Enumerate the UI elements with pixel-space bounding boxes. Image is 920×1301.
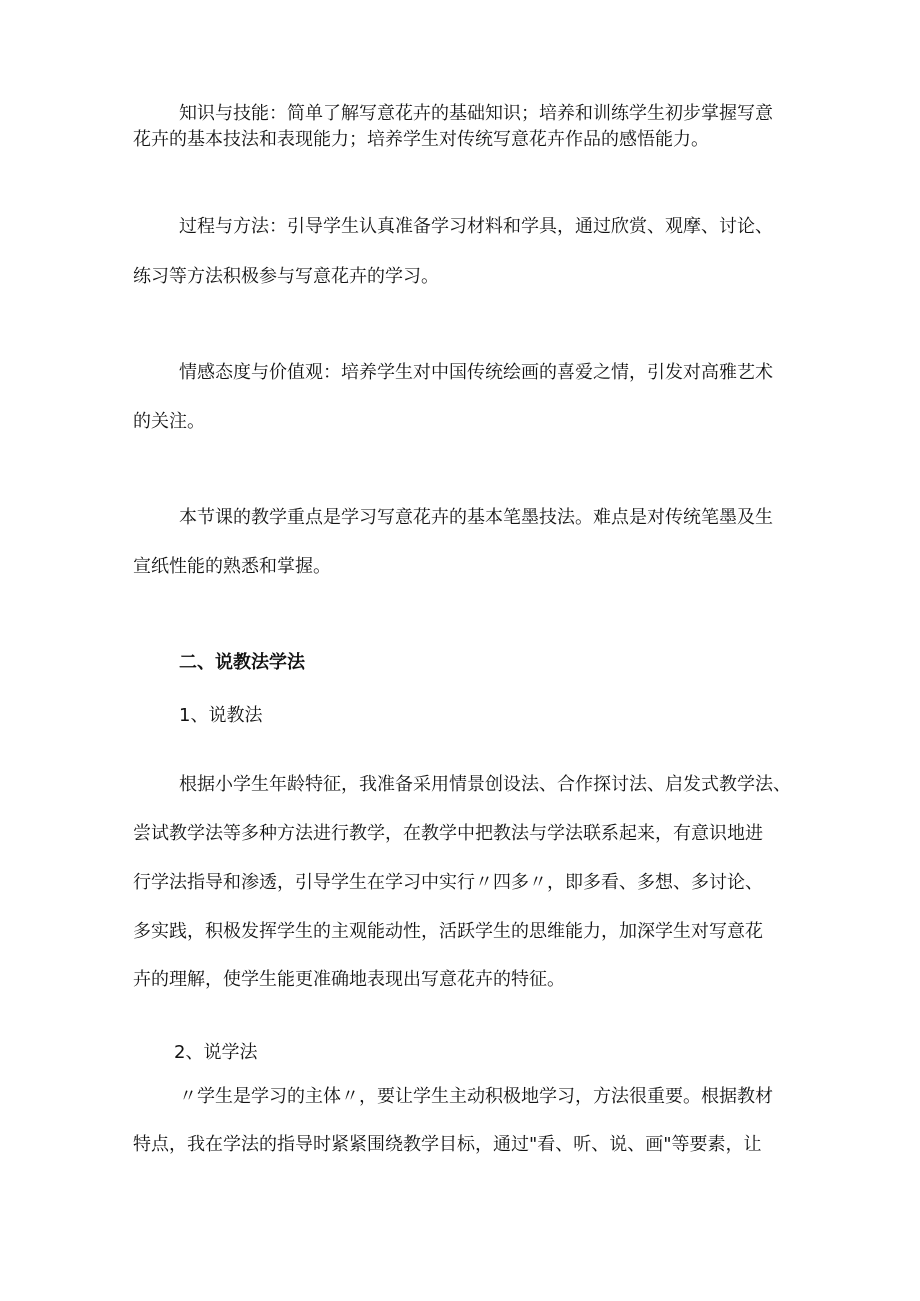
paragraph-keypoints-line-2: 宣纸性能的熟悉和掌握。 — [133, 556, 331, 577]
paragraph-knowledge-line-2: 花卉的基本技法和表现能力；培养学生对传统写意花卉作品的感悟能力。 — [133, 129, 709, 150]
subheading-teaching-method: 1、说教法 — [179, 705, 263, 726]
paragraph-process-line-2: 练习等方法积极参与写意花卉的学习。 — [133, 266, 439, 287]
paragraph-teaching-line-3: 行学法指导和渗透，引导学生在学习中实行〃四多〃，即多看、多想、多讨论、 — [133, 872, 763, 893]
paragraph-learning-line-2: 特点，我在学法的指导时紧紧围绕教学目标，通过"看、听、说、画"等要素，让 — [133, 1134, 762, 1155]
section-heading: 二、说教法学法 — [179, 652, 305, 673]
paragraph-teaching-line-2: 尝试教学法等多种方法进行教学，在教学中把教法与学法联系起来，有意识地进 — [133, 823, 763, 844]
paragraph-process-line-1: 过程与方法：引导学生认真准备学习材料和学具，通过欣赏、观摩、讨论、 — [179, 216, 773, 237]
paragraph-knowledge-line-1: 知识与技能：简单了解写意花卉的基础知识；培养和训练学生初步掌握写意 — [179, 103, 773, 124]
paragraph-learning-line-1: 〃学生是学习的主体〃，要让学生主动积极地学习，方法很重要。根据教材 — [179, 1086, 773, 1107]
paragraph-teaching-line-1: 根据小学生年龄特征，我准备采用情景创设法、合作探讨法、启发式教学法、 — [179, 774, 791, 795]
paragraph-emotion-line-1: 情感态度与价值观：培养学生对中国传统绘画的喜爱之情，引发对高雅艺术 — [179, 362, 773, 383]
paragraph-keypoints-line-1: 本节课的教学重点是学习写意花卉的基本笔墨技法。难点是对传统笔墨及生 — [179, 507, 773, 528]
paragraph-teaching-line-5: 卉的理解，使学生能更准确地表现出写意花卉的特征。 — [133, 969, 565, 990]
subheading-learning-method: 2、说学法 — [174, 1042, 258, 1063]
paragraph-teaching-line-4: 多实践，积极发挥学生的主观能动性，活跃学生的思维能力，加深学生对写意花 — [133, 921, 763, 942]
paragraph-emotion-line-2: 的关注。 — [133, 411, 205, 432]
